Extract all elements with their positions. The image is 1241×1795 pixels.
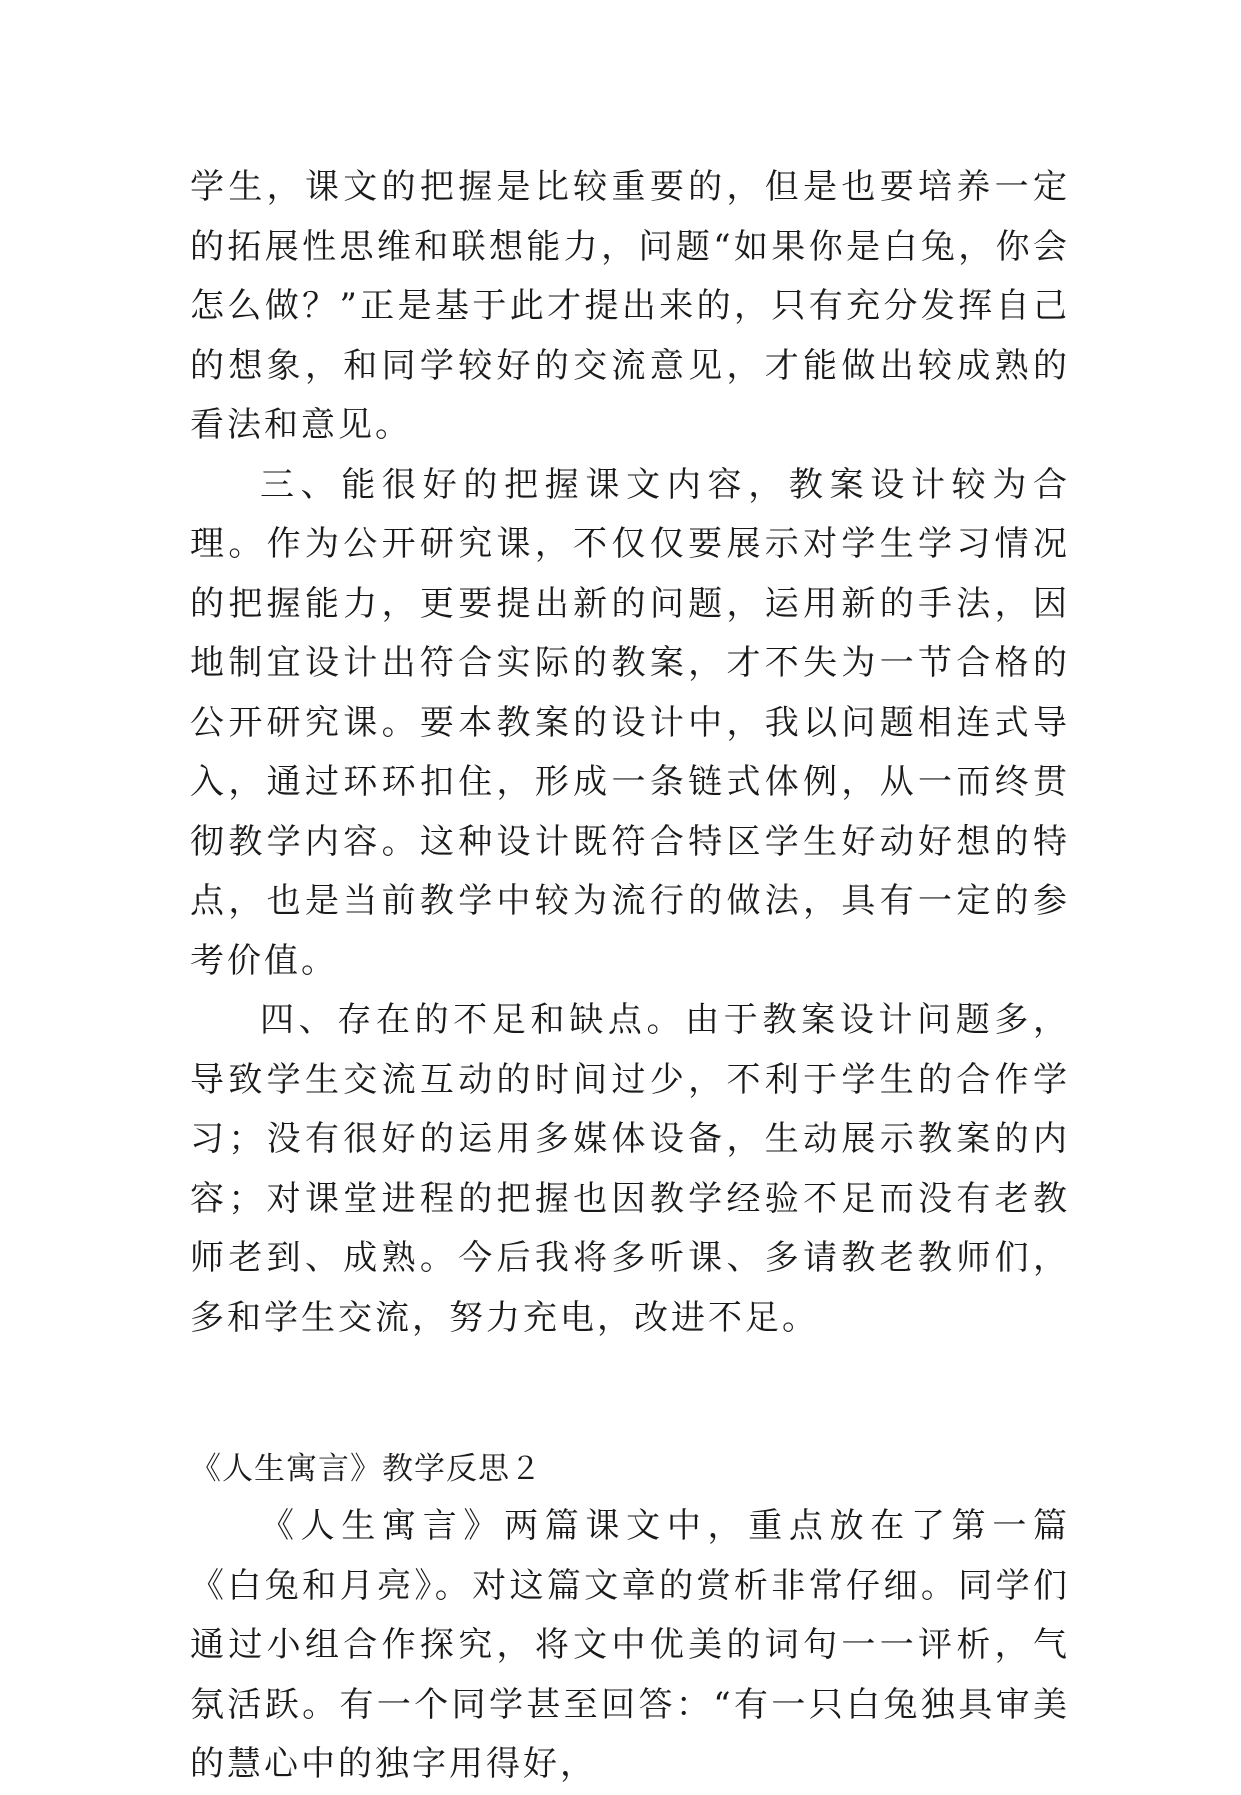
document-page (190, 158, 1070, 1795)
paragraph-point-four: 四、存在的不足和缺点。由于教案设计问题多，导致学生交流互动的时间过少，不利于学生的合作学习；没有很好的运用多媒体设备，生动展示教案的内容；对课堂进程的把握也因教学经验不足而没有老教师老到、成熟。今后我将多听课、多请教老教师们，多和学生交流，努力充电，改进不足。 (190, 1000, 1070, 1338)
section-heading: 《人生寓言》教学反思２ (190, 1451, 542, 1487)
paragraph-reflection-two: 《人生寓言》两篇课文中，重点放在了第一篇《白兔和月亮》。对这篇文章的赏析非常仔细。同学们通过小组合作探究，将文中优美的词句一一评析，气氛活跃。有一个同学甚至回答：“有一只白兔独具审美的慧心中的独字用得好， (190, 1506, 1070, 1784)
paragraph-point-three: 三、能很好的把握课文内容，教案设计较为合理。作为公开研究课，不仅仅要展示对学生学习情况的把握能力，更要提出新的问题，运用新的手法，因地制宜设计出符合实际的教案，才不失为一节合格的公开研究课。要本教案的设计中，我以问题相连式导入，通过环环扣住，形成一条链式体例，从一而终贯彻教学内容。这种设计既符合特区学生好动好想的特点，也是当前教学中较为流行的做法，具有一定的参考价值。 (190, 464, 1070, 981)
paragraph-continuation: 学生，课文的把握是比较重要的，但是也要培养一定的拓展性思维和联想能力，问题“如果你是白兔，你会怎么做？”正是基于此才提出来的，只有充分发挥自己的想象，和同学较好的交流意见，才能做出较成熟的看法和意见。 (190, 167, 1070, 445)
